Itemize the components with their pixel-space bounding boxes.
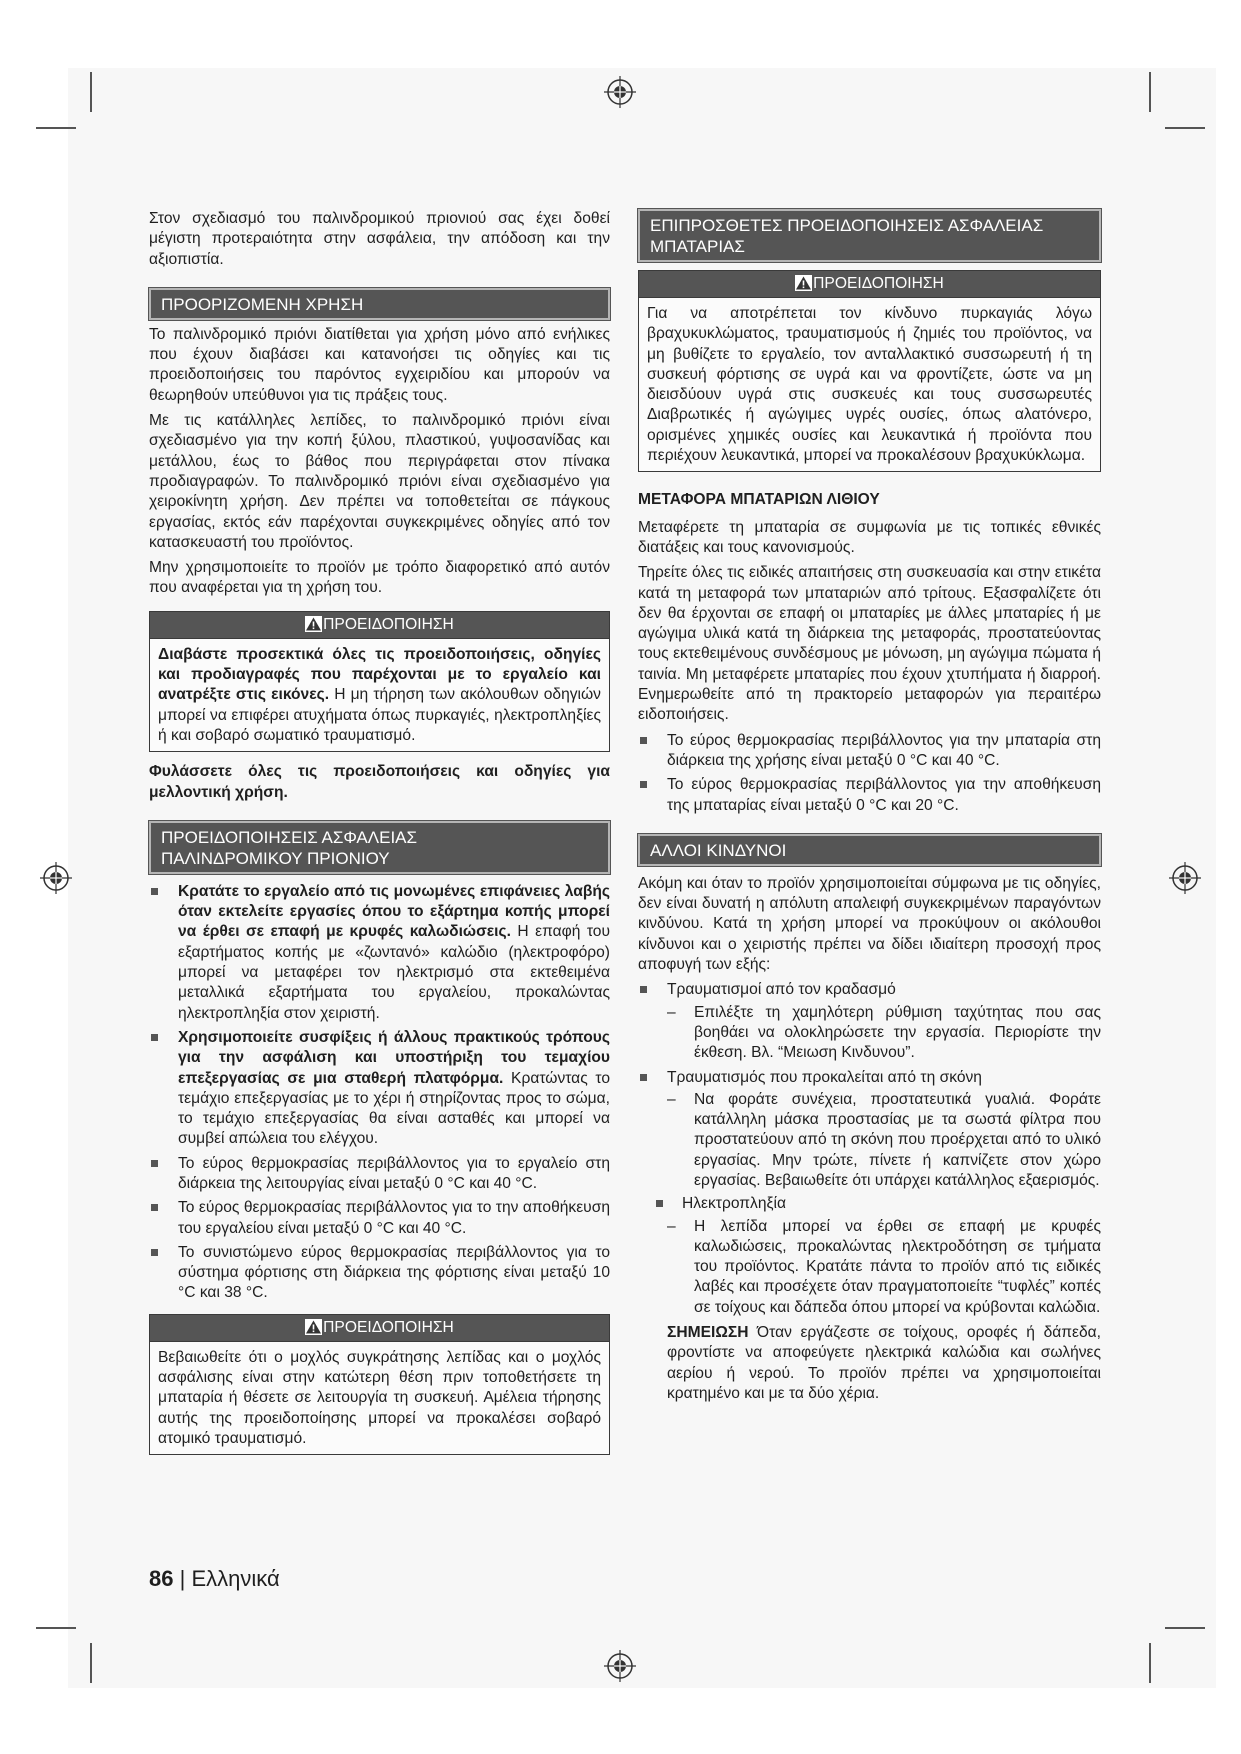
warning-triangle-icon xyxy=(795,275,812,291)
warning-header xyxy=(150,1315,609,1342)
list-item-text: Τραυματισμός που προκαλείται από τη σκόνη xyxy=(667,1068,982,1086)
warning-text: Η μη τήρηση των ακόλουθων οδηγιών μπορεί να επιφέρει ατυχήματα όπως πυρκαγιές, ηλεκτροπληξίες ή και σοβαρό σωματικό τραυματισμό. xyxy=(158,686,601,744)
warning-text: Βεβαιωθείτε ότι ο μοχλός συγκράτησης λεπίδας και ο μοχλός ασφάλισης είναι στην κατώτερη θέση πριν τοποθετήσετε τη μπαταρία ή θέσετε σε λειτουργία τη συσκευή. Αμέλεια τήρησης αυτής της προειδοποίησης μπορεί να προκαλέσει σοβαρό ατομικό τραυματισμό. xyxy=(158,1348,601,1447)
warning-box xyxy=(638,270,1101,472)
warning-bold-text: Διαβάστε προσεκτικά όλες τις προειδοποιήσεις, οδηγίες και προδιαγραφές που παρέχονται με το εργαλείο και ανατρέξτε στις εικόνες. xyxy=(158,645,601,704)
other-risks-paragraph: Ακόμη και όταν το προϊόν χρησιμοποιείται σύμφωνα με τις οδηγίες, δεν είναι δυνατή η απόλυτη απαλειφή συγκεκριμένων παραγόντων κινδύνου. Κατά τη χρήση μπορεί να προκύψουν οι ακόλουθοι κίνδυνοι και ο χειριστής πρέπει να δίδει ιδιαίτερη προσοχή προς αποφυγή των εξής: xyxy=(638,874,1101,974)
list-item: Το εύρος θερμοκρασίας περιβάλλοντος για το εργαλείο στη διάρκεια της λειτουργίας είναι μεταξύ 0 °C και 40 °C. xyxy=(149,1154,610,1195)
list-item-text: Η επαφή του εξαρτήματος κοπής με «ζωντανό» καλώδιο (ηλεκτροφόρο) μπορεί να μεταφέρει τον ηλεκτρισμό στα εκτεθειμένα μεταλλικά εξαρτήματα του εργαλείου, προκαλώντας ηλεκτροπληξία στον χειριστή. xyxy=(178,923,610,1022)
warning-box xyxy=(149,1314,610,1455)
warning-body xyxy=(150,1342,609,1454)
crop-mark xyxy=(90,1643,92,1683)
intended-use-paragraph: Μην χρησιμοποιείτε το προϊόν με τρόπο διαφορετικό από αυτόν που αναφέρεται για τη χρήση του. xyxy=(149,559,610,597)
intended-use-heading: ΠΡΟΟΡΙΖΟΜΕΝΗ ΧΡΗΣΗ xyxy=(149,288,610,320)
battery-safety-heading xyxy=(638,209,1101,262)
warning-triangle-icon xyxy=(305,1319,322,1335)
left-column xyxy=(149,209,610,1465)
saw-safety-list xyxy=(149,882,610,1304)
intro-paragraph: Στον σχεδιασμό του παλινδρομικού πριονιού σας έχει δοθεί μέγιστη προτεραιότητα στην ασφάλεια, την απόδοση και την αξιοπιστία. xyxy=(149,210,610,268)
list-item: Το εύρος θερμοκρασίας περιβάλλοντος για την μπαταρία στη διάρκεια της χρήσης είναι μεταξύ 0 °C και 40 °C. xyxy=(638,731,1101,772)
note-text: Όταν εργάζεστε σε τοίχους, οροφές ή δάπεδα, φροντίστε να αποφεύγετε ηλεκτρικά καλώδια και σωλήνες αερίου ή νερού. Το προϊόν πρέπει να χρησιμοποιείται κρατημένο και με τα δύο χέρια. xyxy=(667,1324,1101,1402)
crop-mark xyxy=(1165,127,1205,129)
warning-body xyxy=(150,639,609,751)
dash-item: – Επιλέξτε τη χαμηλότερη ρύθμιση ταχύτητας που σας βοηθάει να ολοκληρώσετε την εργασία. Περιορίστε την έκθεση. Βλ. “Μειωση Κινδυνου”. xyxy=(638,1003,1101,1064)
warning-body xyxy=(639,298,1100,471)
right-column xyxy=(638,209,1101,1409)
transport-list xyxy=(638,731,1101,816)
dash-list xyxy=(638,1217,1101,1318)
keep-instructions-note: Φυλάσσετε όλες τις προειδοποιήσεις και οδηγίες για μελλοντική χρήση. xyxy=(149,763,610,801)
warning-header xyxy=(639,271,1100,298)
list-item: Το συνιστώμενο εύρος θερμοκρασίας περιβάλλοντος για το σύστημα φόρτισης στη διάρκεια της φόρτισης είναι μεταξύ 10 °C και 38 °C. xyxy=(149,1243,610,1304)
crop-mark xyxy=(90,72,92,112)
list-item: Το εύρος θερμοκρασίας περιβάλλοντος για την αποθήκευση της μπαταρίας είναι μεταξύ 0 °C και 20 °C. xyxy=(638,775,1101,816)
list-item xyxy=(149,1028,610,1150)
page-number: 86 xyxy=(149,1566,174,1591)
other-risks-list xyxy=(638,980,1101,1191)
warning-triangle-icon xyxy=(305,616,322,632)
list-item xyxy=(638,1068,1101,1192)
other-risks-heading: ΑΛΛΟΙ ΚΙΝΔΥΝΟΙ xyxy=(638,834,1101,866)
warning-header xyxy=(150,612,609,639)
crop-mark xyxy=(1165,1627,1205,1629)
list-item-text: Τραυματισμοί από τον κραδασμό xyxy=(667,981,896,999)
page-footer xyxy=(149,1565,280,1593)
intended-use-paragraph: Το παλινδρομικό πριόνι διατίθεται για χρήση μόνο από ενήλικες που έχουν διαβάσει και κατανοήσει τις οδηγίες και τις προειδοποιήσεις του παρόντος εγχειριδίου και μπορούν να θεωρηθούν υπεύθυνοι για τις πράξεις τους. xyxy=(149,325,610,404)
list-item-text: Ηλεκτροπληξία xyxy=(682,1195,786,1213)
other-risks-list xyxy=(638,1194,1101,1318)
note-label: ΣΗΜΕΙΩΣΗ xyxy=(667,1324,749,1342)
list-item: Το εύρος θερμοκρασίας περιβάλλοντος για το την αποθήκευση του εργαλείου είναι μεταξύ 0 °C και 40 °C. xyxy=(149,1198,610,1239)
registration-mark-icon xyxy=(40,862,72,894)
transport-paragraph: Τηρείτε όλες τις ειδικές απαιτήσεις στη συσκευασία και στην ετικέτα κατά τη μεταφορά των μπαταριών από τρίτους. Εξασφαλίζετε ότι δεν θα έρχονται σε επαφή οι μπαταρίες με άλλες μπαταρίες ή με αγώγιμα υλικά κατά τη διάρκεια της μεταφοράς, προστατεύοντας τους εκτεθειμένους συνδέσμους με μόνωση, μη αγώγιμα πώματα ή ταινία. Μη μεταφέρετε μπαταρίες που έχουν χτυπήματα ή διαρροή. Ενημερωθείτε από τη πρακτορείο μεταφορών για περαιτέρω ειδοποιήσεις. xyxy=(638,564,1101,724)
battery-safety-heading-line2: ΜΠΑΤΑΡΙΑΣ xyxy=(650,237,745,256)
transport-paragraph: Μεταφέρετε τη μπαταρία σε συμφωνία με τις τοπικές εθνικές διατάξεις και τους κανονισμούς. xyxy=(638,518,1101,556)
note-paragraph xyxy=(638,1323,1101,1404)
intended-use-paragraph: Με τις κατάλληλες λεπίδες, το παλινδρομικό πριόνι είναι σχεδιασμένο για την κοπή ξύλου, πλαστικού, γυψοσανίδας και μετάλλου, έως το βάθος που περιγράφεται στον πίνακα προδιαγραφών. Το παλινδρομικό πριόνι είναι σχεδιασμένο για χειροκίνητη χρήση. Δεν πρέπει να τοποθετείται σε πάγκους εργασίας, εκτός εάν παρέχονται συγκεκριμένες οδηγίες από τον κατασκευαστή του προϊόντος. xyxy=(149,412,610,551)
footer-language: Ελληνικά xyxy=(191,1566,280,1591)
transport-heading: ΜΕΤΑΦΟΡΑ ΜΠΑΤΑΡΙΩΝ ΛΙΘΙΟΥ xyxy=(638,491,880,509)
registration-mark-icon xyxy=(604,1650,636,1682)
dash-item: – Να φοράτε συνέχεια, προστατευτικά γυαλιά. Φοράτε κατάλληλη μάσκα προστασίας με τα σωστά φίλτρα που προστατεύουν από τη σκόνη που προέρχεται από το υλικό εργασίας. Μην τρώτε, πίνετε ή καπνίζετε στον χώρο εργασίας. Βεβαιωθείτε ότι υπάρχει κατάλληλος εξαερισμός. xyxy=(638,1090,1101,1191)
registration-mark-icon xyxy=(604,76,636,108)
registration-mark-icon xyxy=(1169,862,1201,894)
crop-mark xyxy=(36,1627,76,1629)
footer-separator: | xyxy=(173,1566,192,1591)
dash-list xyxy=(638,1003,1101,1064)
saw-safety-heading-line1: ΠΡΟΕΙΔΟΠΟΙΗΣΕΙΣ ΑΣΦΑΛΕΙΑΣ xyxy=(161,827,418,847)
warning-label: ΠΡΟΕΙΔΟΠΟΙΗΣΗ xyxy=(813,275,944,292)
crop-mark xyxy=(1149,1643,1151,1683)
battery-safety-heading-line1: ΕΠΙΠΡΟΣΘΕΤΕΣ ΠΡΟΕΙΔΟΠΟΙΗΣΕΙΣ ΑΣΦΑΛΕΙΑΣ xyxy=(650,216,1044,235)
list-item-bold: Χρησιμοποιείτε συσφίξεις ή άλλους πρακτικούς τρόπους για την ασφάλιση και υποστήριξη του τεμαχίου επεξεργασίας σε μια σταθερή πλατφόρμα. xyxy=(178,1028,610,1087)
saw-safety-heading-line2: ΠΑΛΙΝΔΡΟΜΙΚΟΥ ΠΡΙΟΝΙΟΥ xyxy=(161,848,390,868)
list-item-text: Κρατώντας το τεμάχιο επεξεργασίας με το χέρι ή στηρίζοντας προς το σώμα, το τεμάχιο επεξεργασίας θα είναι ασταθές και μπορεί να συμβεί απώλεια του ελέγχου. xyxy=(178,1069,610,1148)
list-item xyxy=(638,1194,1101,1318)
warning-label: ΠΡΟΕΙΔΟΠΟΙΗΣΗ xyxy=(323,615,454,633)
saw-safety-heading xyxy=(149,821,610,874)
warning-text: Για να αποτρέπεται τον κίνδυνο πυρκαγιάς λόγω βραχυκυκλώματος, τραυματισμούς ή ζημιές του προϊόντος, να μη βυθίζετε το εργαλείο, τον ανταλλακτικό συσσωρευτή ή τη συσκευή φόρτισης σε υγρά και να φροντίζετε, ώστε να μη διεισδύουν υγρά στις συσκευές και τους συσσωρευτές Διαβρωτικές ή αγώγιμες υγρές ουσίες, όπως αλατόνερο, ορισμένες χημικές ουσίες και λευκαντικά ή προϊόντα που περιέχουν λευκαντικά, μπορεί να προκαλέσουν βραχυκύκλωμα. xyxy=(647,305,1092,465)
crop-mark xyxy=(36,127,76,129)
list-item xyxy=(149,882,610,1024)
warning-label: ΠΡΟΕΙΔΟΠΟΙΗΣΗ xyxy=(323,1318,454,1336)
list-item-bold: Κρατάτε το εργαλείο από τις μονωμένες επιφάνειες λαβής όταν εκτελείτε εργασίες όπου το εξάρτημα κοπής μπορεί να έρθει σε επαφή με κρυφές καλωδιώσεις. xyxy=(178,882,610,941)
crop-mark xyxy=(1149,72,1151,112)
dash-list xyxy=(638,1090,1101,1191)
list-item xyxy=(638,980,1101,1063)
dash-item: – Η λεπίδα μπορεί να έρθει σε επαφή με κρυφές καλωδιώσεις, προκαλώντας ηλεκτροδότηση σε τμήματα του προϊόντος. Κρατάτε πάντα το προϊόν από τις ειδικές λαβές και προσέχετε όταν πραγματοποιείτε “τυφλές” κοπές σε τοίχους και δάπεδα όπου μπορεί να κρύβονται καλώδια. xyxy=(638,1217,1101,1318)
warning-box xyxy=(149,611,610,752)
